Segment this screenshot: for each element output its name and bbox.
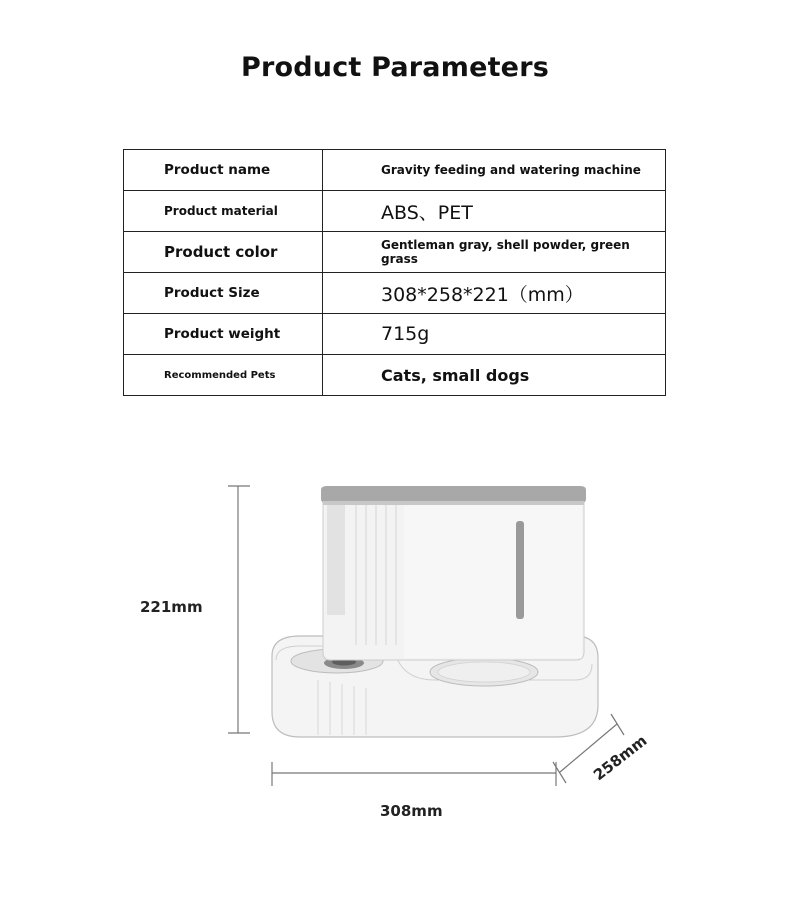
param-value-size: 308*258*221（mm） — [323, 273, 666, 314]
param-value-color: Gentleman gray, shell powder, green grass — [323, 232, 666, 273]
param-value-name: Gravity feeding and watering machine — [323, 150, 666, 191]
param-value-weight: 715g — [323, 314, 666, 355]
depth-dimension-label: 258mm — [590, 731, 651, 785]
param-label-material: Product material — [124, 191, 323, 232]
param-label-name: Product name — [124, 150, 323, 191]
param-value-material: ABS、PET — [323, 191, 666, 232]
param-label-color: Product color — [124, 232, 323, 273]
param-value-pets: Cats, small dogs — [323, 355, 666, 396]
param-label-pets: Recommended Pets — [124, 355, 323, 396]
width-dimension-label: 308mm — [380, 802, 443, 820]
param-label-size: Product Size — [124, 273, 323, 314]
height-dimension-label: 221mm — [140, 598, 203, 616]
width-dimension-line — [272, 762, 556, 786]
height-dimension-line — [228, 486, 250, 733]
feeder-tank — [321, 486, 586, 660]
page-title: Product Parameters — [241, 52, 549, 83]
param-label-weight: Product weight — [124, 314, 323, 355]
